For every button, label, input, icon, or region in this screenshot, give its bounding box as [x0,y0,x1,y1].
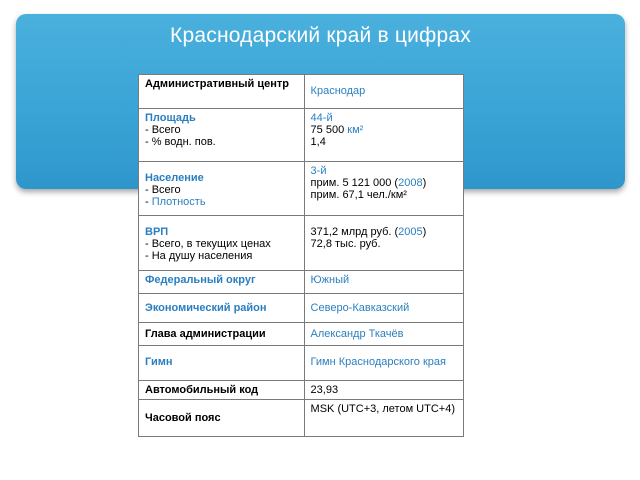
info-table [138,74,464,437]
population-year-link[interactable]: 2008 [398,177,423,189]
population-values [304,162,463,216]
population-total-value [311,177,457,189]
car-code-label: Автомобильный код [139,381,305,400]
density-prefix: - [145,196,152,208]
table-row [139,162,464,216]
grp-link[interactable]: ВРП [145,226,169,238]
economic-region-value-link[interactable]: Северо-Кавказский [304,294,463,323]
grp-total-prefix: 371,2 млрд руб. ( [310,226,399,238]
table-row [139,323,464,346]
grp-total-value [311,226,457,238]
population-density-value: прим. 67,1 чел./км² [310,189,407,201]
area-total-value [311,124,457,136]
federal-district-link[interactable]: Федеральный округ [139,271,305,294]
timezone-value: MSK (UTC+3, летом UTC+4) [304,400,463,437]
table-row [139,400,464,437]
admin-center-label: Административный центр [139,75,305,109]
area-water-value: 1,4 [310,136,326,148]
area-values [304,109,463,162]
population-total-label: - Всего [145,184,181,196]
area-unit-link[interactable]: км² [347,124,364,136]
table-row [139,109,464,162]
economic-region-link[interactable]: Экономический район [139,294,305,323]
area-total-label: - Всего [145,124,181,136]
table-row [139,381,464,400]
population-rank-link[interactable]: 3-й [310,165,327,177]
grp-year-link[interactable]: 2005 [398,226,423,238]
table-row [139,75,464,109]
admin-center-link[interactable]: Краснодар [304,75,463,109]
area-total-number: 75 500 [310,124,345,136]
table-row [139,346,464,381]
area-cell [139,109,305,162]
grp-values [304,216,463,271]
grp-total-suffix: ) [422,226,427,238]
table-row [139,216,464,271]
population-link[interactable]: Население [145,172,204,184]
density-link[interactable]: Плотность [151,196,206,208]
population-cell [139,162,305,216]
population-total-suffix: ) [422,177,427,189]
anthem-link[interactable]: Гимн [139,346,305,381]
head-label: Глава администрации [139,323,305,346]
area-rank-link[interactable]: 44-й [310,112,333,124]
timezone-label: Часовой пояс [139,400,305,437]
head-value-link[interactable]: Александр Ткачёв [304,323,463,346]
grp-per-capita-value: 72,8 тыс. руб. [310,238,381,250]
page-title: Краснодарский край в цифрах [170,24,471,47]
anthem-value-link[interactable]: Гимн Краснодарского края [304,346,463,381]
car-code-value: 23,93 [304,381,463,400]
grp-total-label: - Всего, в текущих ценах [145,238,271,250]
area-water-label: - % водн. пов. [145,136,216,148]
grp-cell [139,216,305,271]
table-row [139,271,464,294]
population-density-label [145,196,298,208]
population-total-prefix: прим. 5 121 000 ( [310,177,399,189]
area-link[interactable]: Площадь [145,112,196,124]
grp-per-capita-label: - На душу населения [145,250,253,262]
table-row [139,294,464,323]
federal-district-value-link[interactable]: Южный [304,271,463,294]
